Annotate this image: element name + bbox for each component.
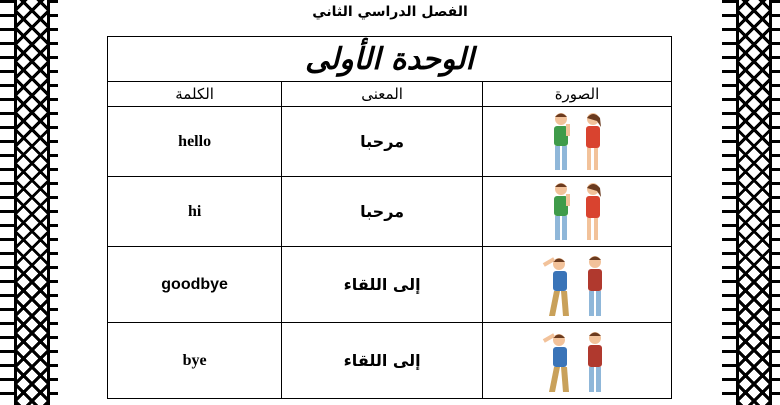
table-row bbox=[108, 177, 672, 247]
picture-cell bbox=[483, 107, 672, 177]
header-meaning: المعنى bbox=[282, 82, 483, 107]
boys-waving-icon bbox=[537, 250, 617, 320]
meaning-cell: مرحبا bbox=[282, 177, 483, 247]
picture-cell bbox=[483, 323, 672, 399]
semester-heading: الفصل الدراسي الثاني bbox=[312, 4, 468, 20]
children-greeting-icon bbox=[537, 109, 617, 175]
table-header-row bbox=[108, 82, 672, 107]
word-cell: goodbye bbox=[108, 247, 282, 323]
picture-cell bbox=[483, 177, 672, 247]
header-word: الكلمة bbox=[108, 82, 282, 107]
table-row bbox=[108, 323, 672, 399]
word-cell: hello bbox=[108, 107, 282, 177]
boys-waving-icon bbox=[537, 326, 617, 396]
left-page-border bbox=[0, 0, 58, 405]
unit-title: الوحدة الأولى bbox=[108, 37, 672, 82]
meaning-cell: مرحبا bbox=[282, 107, 483, 177]
table-row bbox=[108, 107, 672, 177]
table-row bbox=[108, 247, 672, 323]
vocabulary-table bbox=[107, 36, 672, 399]
picture-cell bbox=[483, 247, 672, 323]
header-image: الصورة bbox=[483, 82, 672, 107]
word-cell: hi bbox=[108, 177, 282, 247]
right-page-border bbox=[722, 0, 780, 405]
word-cell: bye bbox=[108, 323, 282, 399]
children-greeting-icon bbox=[537, 179, 617, 245]
meaning-cell: إلى اللقاء bbox=[282, 323, 483, 399]
meaning-cell: إلى اللقاء bbox=[282, 247, 483, 323]
